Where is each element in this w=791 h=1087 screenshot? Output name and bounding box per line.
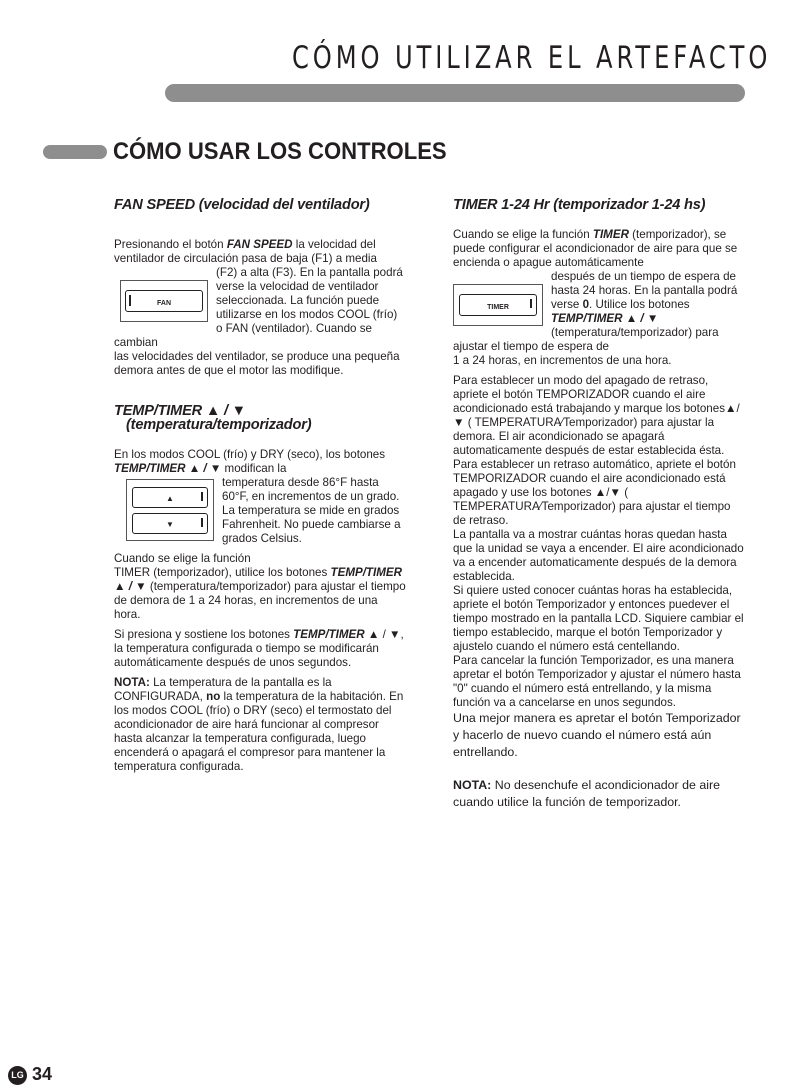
fan-button[interactable] <box>125 290 203 312</box>
temp-timer-para2: TIMER (temporizador), utilice los botones TEMP/TIMER ▲ / ▼ (temperatura/temporizador) para ajustar el tiempo de demora de 1 a 24 horas, en incrementos de una hora. <box>114 566 406 621</box>
right-column <box>453 198 745 811</box>
timer-wrap <box>453 270 745 354</box>
header-title: CÓMO UTILIZAR EL ARTEFACTO <box>292 40 772 76</box>
header-bar <box>165 84 745 102</box>
timer-better: Una mejor manera es apretar el botón Temporizador y hacerlo de nuevo cuando el número está aún entrellando. <box>453 711 741 759</box>
timer-delay-off: Para establecer un modo del apagado de retraso, apriete el botón TEMPORIZADOR cuando el aire acondicionado está trabajando y marque los botones▲/▼ ( TEMPERATURA⁄Temporizador) para ajustar la demora. El air acondicionado se apagará automaticamente después de estar establecida ésta. <box>453 374 740 457</box>
page-number: 34 <box>32 1064 53 1084</box>
timer-panel <box>453 284 543 326</box>
temp-timer-para3: Si presiona y sostiene los botones TEMP/TIMER ▲ / ▼, la temperatura configurada o tiempo se modificarán automáticamente después de unos segundos. <box>114 628 404 669</box>
temp-timer-wrap-text2: Cuando se elige la función <box>114 552 251 565</box>
fan-speed-heading: FAN SPEED (velocidad del ventilador) <box>114 197 370 213</box>
section-title: CÓMO USAR LOS CONTROLES <box>113 138 447 165</box>
timer-delay-on: Para establecer un retraso automático, apriete el botón TEMPORIZADOR cuando el aire acondicionado está apagado y use los botones ▲/▼ ( TEMPERATURA⁄Temporizador) para ajustar el tiempo de retraso. <box>453 458 736 527</box>
timer-wrap-text: después de un tiempo de espera de hasta 24 horas. En la pantalla podrá verse 0. Utilice los botones TEMP/TIMER ▲ / ▼ (temperatura/temporizador) para ajustar el tiempo de espera de <box>453 270 738 353</box>
temp-down-button[interactable] <box>132 513 208 534</box>
fan-speed-wrap <box>114 266 406 350</box>
down-arrow-icon: ▼ <box>166 520 174 529</box>
left-column <box>114 198 406 774</box>
temp-timer-heading: TEMP/TIMER ▲ / ▼ (temperatura/temporizador) <box>114 403 312 433</box>
timer-intro: Cuando se elige la función TIMER (temporizador), se puede configurar el acondicionador de aire para que se encienda o apague automáticamente <box>453 228 738 269</box>
fan-speed-intro: Presionando el botón FAN SPEED la velocidad del ventilador de circulación pasa de baja (F1) a media <box>114 238 377 265</box>
temp-up-button[interactable] <box>132 487 208 508</box>
timer-display: La pantalla va a mostrar cuántas horas quedan hasta que la unidad se vaya a encender. El aire acondicionado va a encender automaticamente después de la demora establecida. <box>453 528 744 583</box>
timer-button-label: TIMER <box>487 304 509 311</box>
fan-button-label: FAN <box>157 300 171 307</box>
timer-note: NOTA: No desenchufe el acondicionador de aire cuando utilice la función de temporizador. <box>453 778 721 809</box>
timer-check: Si quiere usted conocer cuántas horas ha establecida, apriete el botón Temporizador y entonces puedever el tiempo mostrado en la pantalla LCD. Siquiere cambiar el tiempo establecido, marque el botón Temporizador y ajustelo cuando el número está centellando. <box>453 584 744 653</box>
section-pill <box>43 145 107 159</box>
temp-timer-wrap <box>114 476 406 566</box>
temp-panel <box>126 479 214 541</box>
temp-timer-note: NOTA: La temperatura de la pantalla es la CONFIGURADA, no la temperatura de la habitación. En los modos COOL (frío) o DRY (seco) el termostato del acondicionador de aire hará funcionar al compresor hasta alcanzar la temperatura configurada, luego encenderá o apagará el compresor para mantener la temperatura configurada. <box>114 676 404 773</box>
fan-speed-wrap-text: (F2) a alta (F3). En la pantalla podrá verse la velocidad de ventilador seleccionada. La función puede utilizarse en los modos COOL (frío) o FAN (ventilador). Cuando se cambian <box>114 266 403 349</box>
timer-button[interactable] <box>459 294 537 316</box>
timer-cancel: Para cancelar la función Temporizador, es una manera apretar el botón Temporizador y ajustar el número hasta "0" cuando el número está entrellando, y la misma función va a cancelarse en unos segundos. <box>453 654 741 709</box>
temp-timer-wrap-text: temperatura desde 86°F hasta 60°F, en incrementos de un grado. La temperatura se mide en grados Fahrenheit. No puede cambiarse a grados Celsius. <box>222 476 401 545</box>
fan-panel <box>120 280 208 322</box>
fan-speed-tail: las velocidades del ventilador, se produce una pequeña demora antes de que el motor las modifique. <box>114 350 400 377</box>
lg-logo: LG <box>8 1066 27 1085</box>
temp-timer-intro: En los modos COOL (frío) y DRY (seco), los botones TEMP/TIMER ▲ / ▼ modifican la <box>114 448 386 475</box>
timer-heading: TIMER 1-24 Hr (temporizador 1-24 hs) <box>453 197 706 213</box>
up-arrow-icon: ▲ <box>166 494 174 503</box>
timer-tail: 1 a 24 horas, en incrementos de una hora. <box>453 354 672 367</box>
